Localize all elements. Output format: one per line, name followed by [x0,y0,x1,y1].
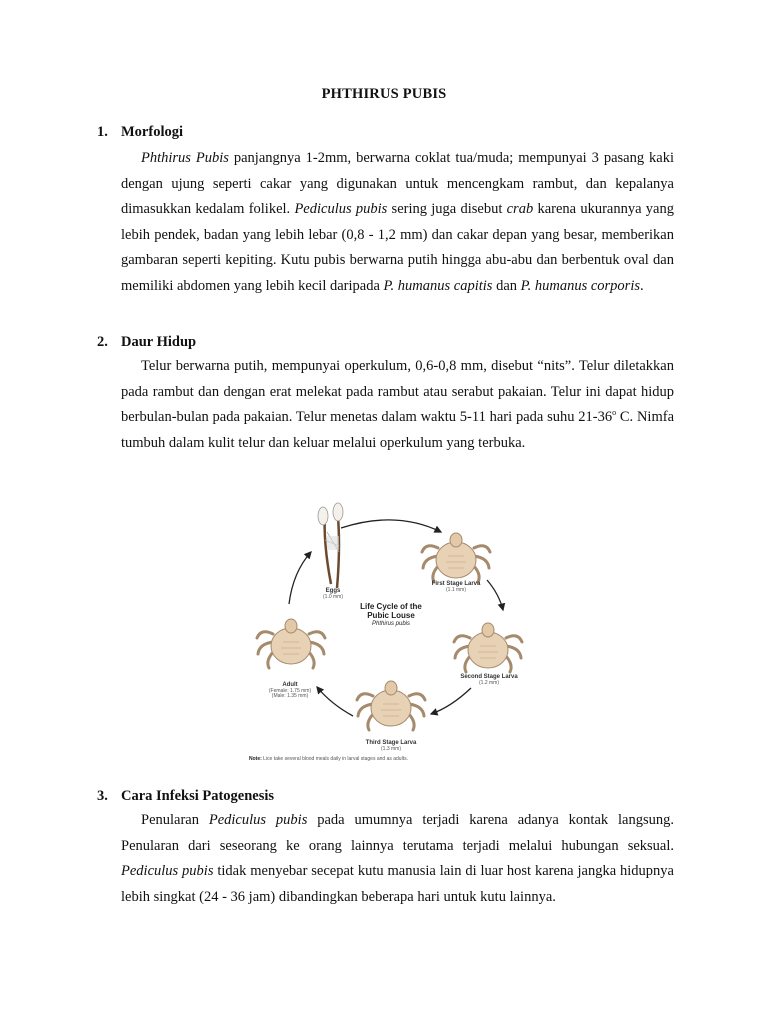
third-stage-larva-illustration [357,681,425,730]
cycle-arrow [341,520,441,532]
third-stage-label [353,740,429,752]
stage-name: First Stage Larva [431,581,481,587]
figure-note [249,756,499,762]
figure-title-line: Pubic Louse [367,611,415,620]
text-span: karena ukurannya yang lebih pendek, badan yang lebih lebar (0,8 - 1,2 mm) dan cakar depan yang besar, memberikan gambaran seperti kepiting. Kutu pubis berwarna putih hingga abu-abu dan berbentuk oval dan memiliki abdomen yang lebih kecil daripada [121,201,674,294]
stage-name: Second Stage Larva [460,674,518,680]
note-text: Lice take several blood meals daily in larval stages and as adults. [261,756,408,762]
eggs-illustration [318,503,343,588]
text-span: crab [506,201,534,218]
text-span: pada umumnya terjadi karena adanya kontak langsung. Penularan dari seseorang ke orang lainnya terutama terjadi melalui hubungan seksual. [121,812,674,854]
text-span: P. humanus capitis [383,277,493,294]
section-title: Daur Hidup [121,334,197,350]
cycle-arrow [289,552,311,604]
text-span: Pediculus pubis [208,812,308,828]
figure-title-line: Life Cycle of the [360,602,422,611]
life-cycle-figure [241,492,531,770]
stage-size: (Female: 1.75 mm) [268,687,312,694]
first-stage-larva-illustration [422,533,490,582]
adult-louse-illustration [257,619,325,668]
section-number: 1. [97,124,108,140]
text-span: sering juga disebut [387,201,507,218]
stage-name: Adult [282,682,298,688]
text-span: tidak menyebar secepat kutu manusia lain di luar host karena jangka hidupnya lebih singkat (24 - 36 jam) dibandingkan beberapa hari untuk kutu lainnya. [121,863,674,905]
section-heading-cara-infeksi [97,788,274,805]
section-number: 2. [97,334,108,350]
figure-title [341,602,441,620]
text-span: Pediculus pubis [294,201,388,218]
section-heading-daur-hidup [97,334,196,351]
section-title: Morfologi [121,124,184,140]
paragraph-morfologi [121,146,674,300]
stage-size: (1.3 mm) [381,745,401,752]
first-stage-label [421,581,491,593]
second-stage-larva-illustration [454,623,522,672]
text-span: panjangnya 1-2mm, berwarna coklat tua/muda; mempunyai 3 pasang kaki dengan ujung seperti cakar yang digunakan untuk mencengkam rambut, dan kepalanya dimasukkan kedalam folikel. [121,150,674,218]
paragraph-cara-infeksi [121,808,674,910]
cycle-arrow [431,688,471,714]
text-span: Telur berwarna putih, mempunyai operkulum, 0,6-0,8 mm, disebut “nits”. Telur diletakkan pada rambut dan dengan erat melekat pada rambut atau serabut pakaian. Telur ini dapat hidup berbulan-bulan pada pakaian. Telur menetas dalam waktu 5-11 hari pada suhu 21-36 [121,358,674,426]
note-label: Note: [249,756,262,762]
text-span: Pediculus pubis [121,863,214,880]
text-span: . [640,277,644,294]
stage-name: Eggs [325,588,341,594]
adult-label [255,682,325,700]
stage-size: (Male: 1.35 mm) [271,693,309,700]
paragraph-daur-hidup [121,354,674,456]
section-heading-morfologi [97,124,183,141]
text-span: Penularan [141,812,209,828]
text-span: P. humanus corporis [520,277,640,294]
stage-name: Third Stage Larva [365,740,417,746]
second-stage-label [451,674,527,686]
stage-size: (1.0 mm) [323,593,343,600]
section-title: Cara Infeksi Patogenesis [121,788,275,804]
section-number: 3. [97,788,108,804]
eggs-label [313,588,353,600]
figure-subtitle: Phthirus pubis [371,621,411,627]
page-title: PHTHIRUS PUBIS [321,86,447,102]
stage-size: (1.2 mm) [479,679,499,686]
life-cycle-diagram [241,492,531,770]
text-span: C. Nimfa tumbuh dalam kulit telur dan keluar melalui operkulum yang terbuka. [121,409,675,451]
superscript: o [612,408,617,418]
text-span: Phthirus Pubis [141,150,229,166]
stage-size: (1.1 mm) [446,586,466,593]
text-span: dan [492,277,521,294]
